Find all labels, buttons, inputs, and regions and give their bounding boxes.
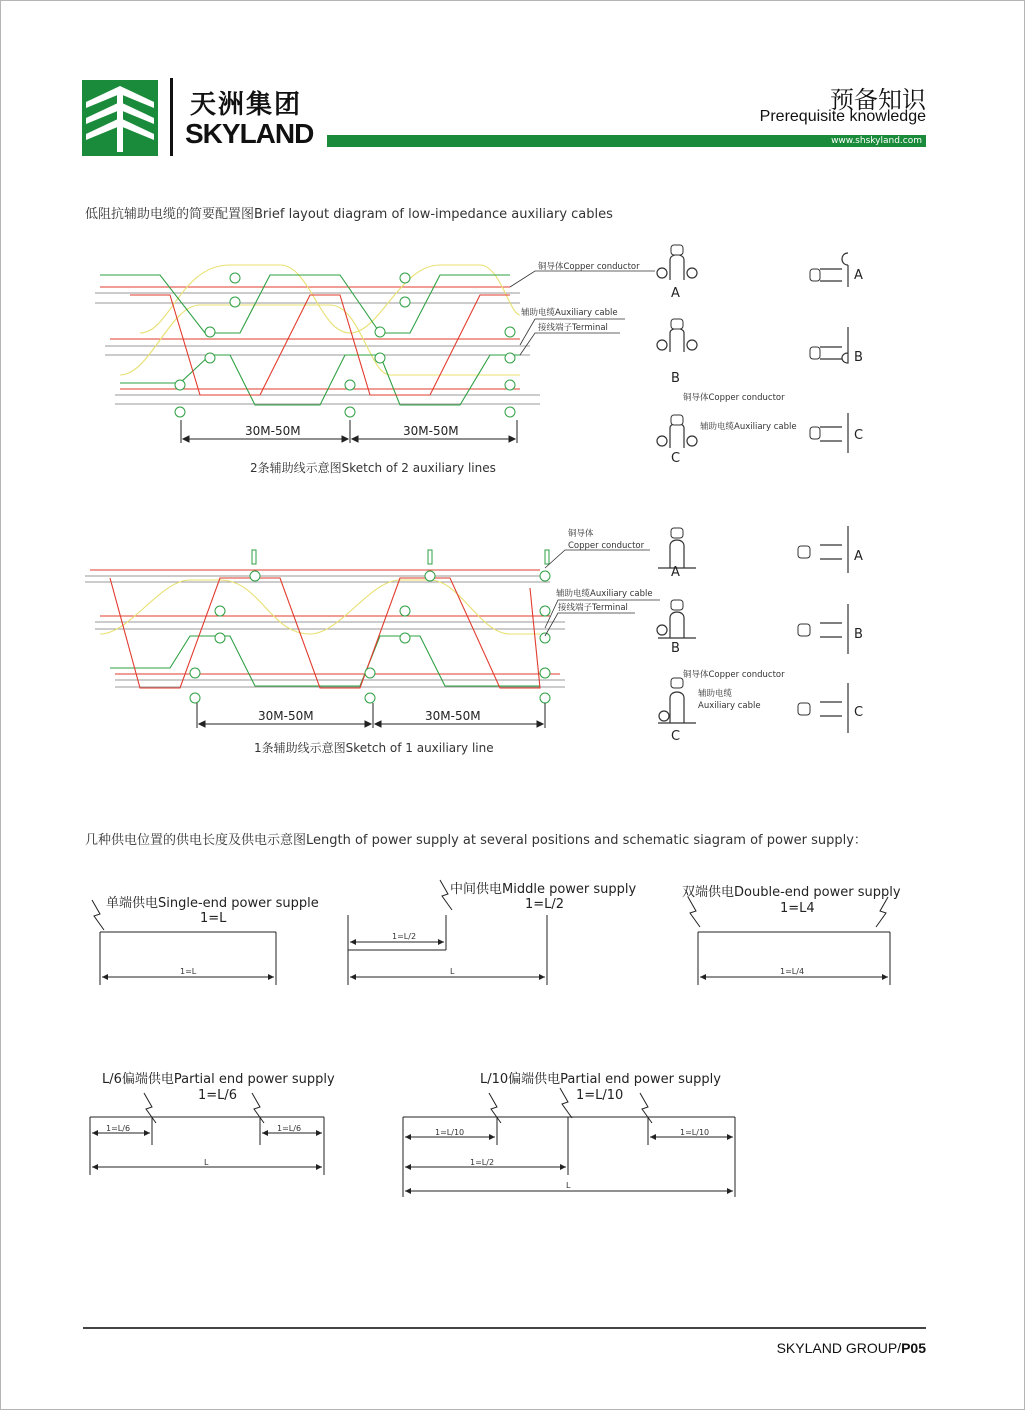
letter-b-left-b: B [671, 641, 680, 656]
section-title-cn: 预备知识 [830, 86, 926, 114]
letter-c-left: C [671, 451, 681, 466]
label-copper-conductor-2: 铜导体Copper conductor [683, 393, 785, 403]
page-number: P05 [901, 1340, 926, 1356]
single-title: 单端供电Single-end power supple [106, 896, 319, 911]
label-aux-en-b2: Auxiliary cable [698, 701, 761, 711]
double-title: 双端供电Double-end power supply [682, 885, 901, 900]
company-name-cn: 天洲集团 [190, 90, 303, 120]
middle-dim-full: L [450, 967, 455, 976]
letter-a-right: A [854, 268, 863, 283]
double-formula: 1=L4 [780, 901, 815, 916]
letter-a-right-b: A [854, 549, 863, 564]
l6-dim-full: L [204, 1158, 209, 1167]
l6-dim-left: 1=L/6 [106, 1124, 131, 1133]
fig-a-caption: 2条辅助线示意图Sketch of 2 auxiliary lines [250, 461, 496, 475]
l10-dim-left: 1=L/10 [435, 1128, 465, 1137]
one-aux-line-diagram [80, 518, 910, 763]
middle-dim-half: 1=L/2 [392, 932, 417, 941]
two-aux-lines-diagram [80, 235, 910, 490]
single-formula: 1=L [200, 911, 227, 926]
letter-b-left: B [671, 371, 680, 386]
footer-text [777, 1340, 926, 1356]
l10-formula: 1=L/10 [576, 1088, 624, 1103]
dim-label-2: 30M-50M [403, 424, 459, 438]
diagram1-title: 低阻抗辅助电缆的简要配置图Brief layout diagram of low-impedance auxiliary cables [85, 207, 613, 222]
skyland-logo-icon [82, 80, 160, 156]
letter-b-right-b: B [854, 627, 863, 642]
label-copper-conductor: 铜导体Copper conductor [538, 262, 640, 272]
letter-a-left: A [671, 286, 680, 301]
label-copper-conductor-b2: 铜导体Copper conductor [683, 670, 785, 680]
single-dim: 1=L [180, 967, 197, 976]
middle-formula: 1=L/2 [525, 897, 565, 912]
label-aux-cable: 辅助电缆Auxiliary cable [521, 308, 618, 318]
label-aux-cable-b: 辅助电缆Auxiliary cable [556, 589, 653, 599]
label-copper-en: Copper conductor [568, 541, 645, 551]
dim-label-4: 30M-50M [425, 709, 481, 723]
label-terminal: 接线端子Terminal [538, 323, 608, 333]
letter-c-right: C [854, 428, 864, 443]
footer-company: SKYLAND GROUP/ [776, 1340, 902, 1356]
letter-c-left-b: C [671, 729, 681, 744]
fig-b-caption: 1条辅助线示意图Sketch of 1 auxiliary line [254, 741, 494, 755]
label-aux-cn-b2: 辅助电缆 [698, 689, 733, 699]
l6-formula: 1=L/6 [198, 1088, 238, 1103]
double-dim: 1=L/4 [780, 967, 805, 976]
label-copper-cn: 铜导体 [568, 529, 594, 539]
letter-b-right: B [854, 350, 863, 365]
letter-a-left-b: A [671, 565, 680, 580]
section-title-en: Prerequisite knowledge [759, 108, 926, 125]
website-url: www.shskyland.com [831, 136, 922, 146]
l10-dim-right: 1=L/10 [680, 1128, 710, 1137]
company-name-en: SKYLAND [185, 118, 314, 149]
l6-title: L/6偏端供电Partial end power supply [102, 1072, 335, 1087]
footer-divider [83, 1327, 926, 1329]
l10-title: L/10偏端供电Partial end power supply [480, 1072, 721, 1087]
diagram2-title: 几种供电位置的供电长度及供电示意图Length of power supply at several positions and schematic siagram of power supply： [85, 833, 867, 848]
dim-label-3: 30M-50M [258, 709, 314, 723]
l6-dim-right: 1=L/6 [277, 1124, 302, 1133]
power-supply-schematics [80, 875, 920, 1205]
l10-dim-half: 1=L/2 [470, 1158, 495, 1167]
label-terminal-b: 接线端子Terminal [558, 603, 628, 613]
letter-c-right-b: C [854, 705, 864, 720]
label-aux-cable-2: 辅助电缆Auxiliary cable [700, 422, 797, 432]
middle-title: 中间供电Middle power supply [450, 882, 637, 897]
logo-divider [170, 78, 173, 156]
dim-label-1: 30M-50M [245, 424, 301, 438]
l10-dim-full: L [566, 1181, 571, 1190]
